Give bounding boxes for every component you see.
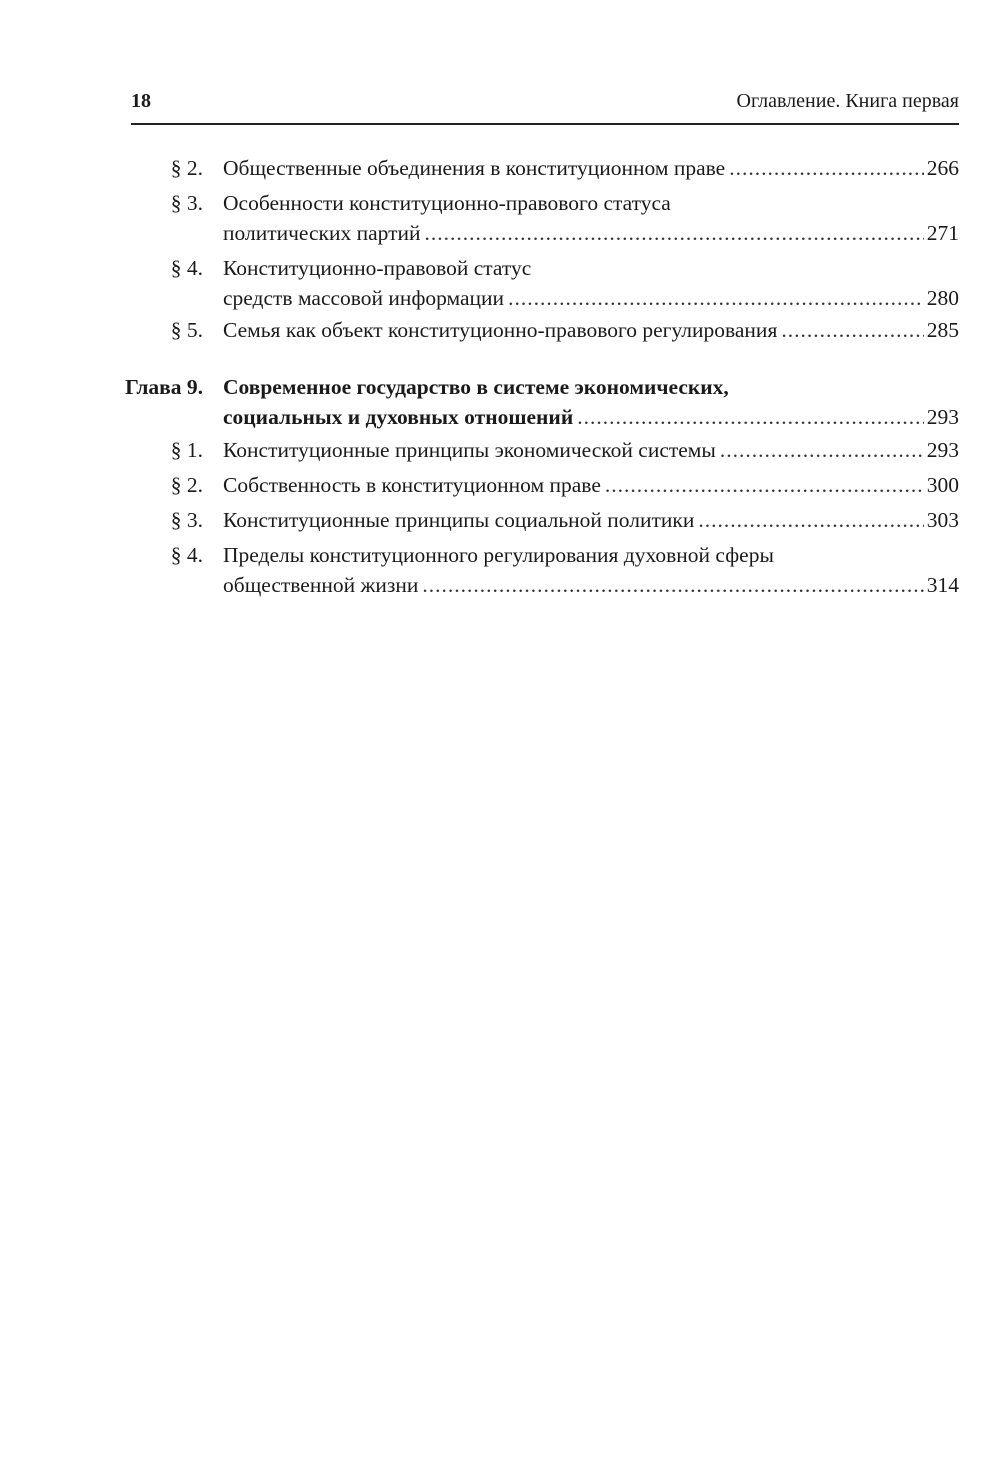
dot-leader bbox=[422, 570, 923, 600]
toc-entry-label: § 4. bbox=[170, 543, 203, 567]
dot-leader bbox=[698, 505, 923, 535]
toc-entry-label: § 3. bbox=[170, 508, 203, 532]
dot-leader bbox=[577, 402, 924, 432]
toc-entry-title: Пределы конституционного регулирования духовной сферы bbox=[223, 543, 774, 567]
toc-entry-label: § 4. bbox=[170, 256, 203, 280]
dot-leader bbox=[729, 153, 924, 183]
toc-page-number: 293 bbox=[926, 405, 959, 429]
toc-page-number: 280 bbox=[926, 286, 959, 310]
dot-leader bbox=[781, 315, 923, 345]
toc-entry-title: Конституционно-правовой статус bbox=[223, 256, 532, 280]
toc-page-number: 314 bbox=[926, 573, 959, 597]
header-rule bbox=[131, 123, 959, 125]
toc-page-number: 300 bbox=[926, 473, 959, 497]
toc-entry-title: Собственность в конституционном праве bbox=[223, 473, 601, 497]
toc-entry-title: Конституционные принципы социальной политики bbox=[223, 508, 695, 532]
toc-entry-label: § 1. bbox=[170, 438, 203, 462]
toc-entry-title: Особенности конституционно-правового статуса bbox=[223, 191, 671, 215]
dot-leader bbox=[425, 218, 924, 248]
dot-leader bbox=[508, 283, 924, 313]
toc-entry-label: § 2. bbox=[170, 156, 203, 180]
toc-chapter-label: Глава 9. bbox=[125, 375, 203, 399]
running-header bbox=[131, 90, 959, 118]
toc-page-number: 293 bbox=[926, 438, 959, 462]
toc-entry-title-continued: политических партий bbox=[223, 221, 421, 245]
toc-page-number: 271 bbox=[926, 221, 959, 245]
toc-entry-title-continued: общественной жизни bbox=[223, 573, 419, 597]
toc-entry-label: § 5. bbox=[170, 318, 203, 342]
toc-page-number: 303 bbox=[926, 508, 959, 532]
toc-entry-title: Общественные объединения в конституционном праве bbox=[223, 156, 726, 180]
page-number: 18 bbox=[131, 90, 151, 112]
toc-page-number: 266 bbox=[926, 156, 959, 180]
running-title: Оглавление. Книга первая bbox=[736, 90, 959, 112]
toc-entry-label: § 2. bbox=[170, 473, 203, 497]
dot-leader bbox=[720, 435, 924, 465]
toc-entry-title: Семья как объект конституционно-правового регулирования bbox=[223, 318, 778, 342]
toc-entry-label: § 3. bbox=[170, 191, 203, 215]
toc-page-number: 285 bbox=[926, 318, 959, 342]
toc-chapter-title-continued: социальных и духовных отношений bbox=[223, 405, 574, 429]
dot-leader bbox=[605, 470, 924, 500]
toc-entry-title-continued: средств массовой информации bbox=[223, 286, 505, 310]
toc-entry-title: Конституционные принципы экономической системы bbox=[223, 438, 716, 462]
toc-chapter-title: Современное государство в системе экономических, bbox=[223, 375, 729, 399]
